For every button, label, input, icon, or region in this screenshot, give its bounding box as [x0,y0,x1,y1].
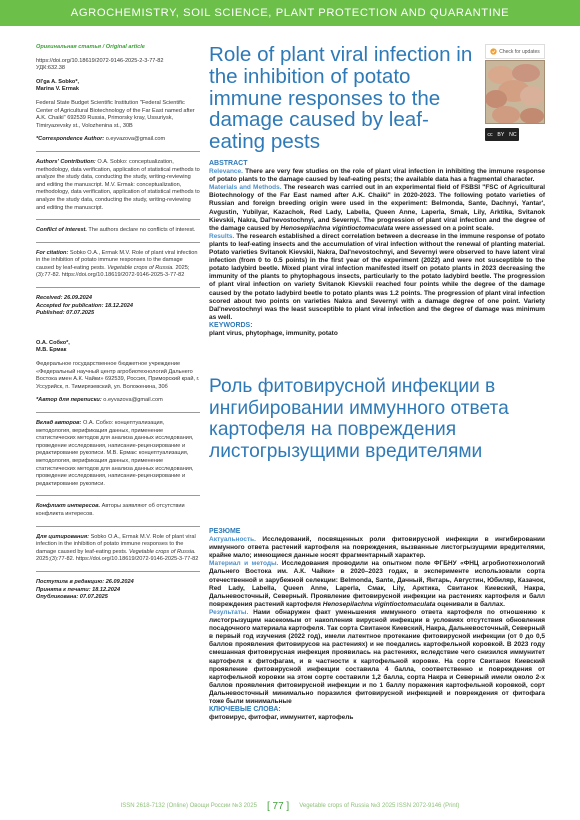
divider [36,412,200,413]
citation-journal: Vegetable crops of Russia. [107,264,174,271]
journal-section-banner: AGROCHEMISTRY, SOIL SCIENCE, PLANT PROTECTION AND QUARANTINE [0,0,580,26]
relevance-label: Relevance. [209,168,243,176]
results-ru-text: Нами обнаружен факт уменьшения иммунного ответа картофеля по отношению к листогрызущим насекомым от накопления вирусной инфекции в условиях отсутствия обновления посадочного материала картофеля. Так сорта Свитанок Киевский, Накра, Дальневосточный, Северный в первый год изучения (2022 год), имели латентное протекание фитовирусной инфекции (от 0 до 0,5 баллов проявления фитовирусов на растениях) и не поедались картофельной коровкой. В 2023 году смешанная фитовирусная инфекция проявилась на растениях, вследствие чего снизился иммунитет картофеля к фитофагам, и в частности к картофельной коровке. На сорте Свитанок Киевский проявление фитовирусной инфекции составила 4 балла, соответственно и повреждения от картофельной коровки на этом сорте составили 1,2 балла, сорта Накра и Северный имели около 2-х баллов проявления фитовирусной инфекции и по 1 баллу поражения картофельной коровкой, сорт Дальневосточный минимально поразился фитовирусной инфекцией и повреждения от фитофага тоже были минимальные [209,608,545,705]
author-name: Ol'ga A. Sobko*, [36,78,80,85]
check-updates-label: Check for updates [499,48,540,55]
abstract-ru-heading: РЕЗЮМЕ [209,528,241,535]
potato-image-icon [486,61,544,123]
contributions-ru-text: О.А. Собко: концептуализация, методология, верификация данных, применение статистических методов для анализа данных исследования, проведение исследования, написание-рецензирование и редактирование рукописи. М.В. Ермак: концептуализация, методология, верификация данных, применение статистических методов для анализа данных исследования, проведение исследования, написание-рецензирование и редактирование рукописи. [36,420,194,487]
published-ru-date: Опубликована: 07.07.2025 [36,594,108,601]
keywords-text: plant virus, phytophage, immunity, potato [209,329,338,337]
citation-tail: 2025;(3):77-82. https://doi.org/10.18619/2072-9146-2025-3-77-82 [36,264,190,279]
citation-ru-label: Для цитирования: [36,533,89,540]
article-info-sidebar [36,44,200,804]
author-name: Marina V. Ermak [36,86,80,93]
citation-ru-tail: 2025;(3):77-82. https://doi.org/10.18619/2072-9146-2025-3-77-82 [36,556,199,563]
check-for-updates-badge[interactable] [485,44,545,59]
citation-label: For citation: [36,249,69,256]
species-name: Henosepilachna vigintioctomaculata [280,224,394,232]
divider [36,151,200,152]
contributions-text: O.A. Sobko: conceptualization, methodology, data verification, application of statistical methods to analyze the study data, conducting the study, writing-reviewing and editing the manuscript. M.V. Ermak: conceptualization, methodology, data verification, application of statistical methods to analyze the study data, conducting the study, writing-reviewing and editing the manuscript. [36,158,200,211]
methods-ru-label: Материал и методы. [209,560,279,568]
methods-ru-text: Исследования проводили на опытном поле ФГБНУ «ФНЦ агробиотехнологий Дальнего Востока им. А.К. Чайки» в 2020–2023 годах, в эксперименте использовали сорта отечественной и зарубежной селекции: Belmonda, Sante, Дачный, Янтарь, Августин, Юбиляр, Казачок, Red Lady, Labella, Queen Anne, Laperla, Смак, Lily, Арктика, Свитанок Киевский, Накра, Дальневосточный, Северный. Проявление фитовирусной инфекции на растениях картофеля и балл повреждения растений картофеля [209,560,545,608]
affiliation-en: Federal State Budget Scientific Institution "Federal Scientific Center of Agricultural Biotechnology of the Far East named after A.K. Chaiki" 692539 Russia, Primorsky kray, Ussuriysk, Timiryazevsky st., Volozhenina st., 30B [36,99,195,129]
accepted-ru-date: Принята к печати: 18.12.2024 [36,586,121,593]
abstract-heading: ABSTRACT [209,160,248,167]
results-label: Results. [209,232,235,240]
divider [36,571,200,572]
author-name-ru: М.В. Ермак [36,347,67,354]
correspondence-email[interactable]: o.eyvazova@gmail.com [105,136,166,143]
citation-ru-journal: Vegetable crops of Russia. [129,548,196,555]
article-type: Оригинальная статья / Original article [36,44,145,50]
methods-text: The research was carried out in an experimental field of FSBSI "FSC of Agricultural Biotechnology of the Far East named after A.K. Chaiki" in 2020-2023. The following potato varieties of Russian and foreign breeding origin were used in the experiment: Belmonda, Sante, Dachnyi, Yantar', Avgustin, Yubilyar, Kazachok, Red Lady, Labella, Queen Anne, Laperla, Smak, Lily, Arktika, Svitanok Kievskii, Nakra, Dal'nevostochnyi, and Severnyi. The progression of plant viral infection and the degree of the damage caused by [209,184,546,232]
conflict-ru-label: Конфликт интересов. [36,503,101,510]
article-title-en: Role of plant viral infection in the inhibition of potato immune responses to the damage caused by leaf-eating pests [209,43,473,154]
page-number: [ 77 ] [266,800,290,812]
methods-ru-tail: оценивали в баллах. [437,600,505,608]
received-date: Received: 26.09.2024 [36,295,92,302]
relevance-text: There are very few studies on the role of plant viral infection in inhibiting the immune response of potato plants to the damage caused by leaf-eating pests; the available data has a fragmental character. [209,168,545,184]
results-text: The research established a direct correlation between a decrease in the immune response of potato plants to leaf-eating insects and the accumulation of viral infection without the renewal of planting material. Potato varieties Svitanok Kievskii, Nakra, Dal'nevostochnyi, and Severnyi were observed to have latent viral infection (from 0 to 0.5 points) in the first year of the experiment (2022) and were not susceptible to the potato ladybird beetle. Mixed plant viral infection manifested itself on potato plants in 2023 decreasing the immunity of the plants to phytophagous insects, particularly to the potato ladybird beetle. The progression of plant viral infection on variety Svitanok Kievskii reached four points while the degree of the damage caused by the potato ladybird beetle to potato plants was 1.2 points. The progression of plant viral infection scored about two points on varieties Nakra and Severnyi with a damage degree of one point. Variety Dal'nevostochnyi was the least susceptible to plant viral infection and the degree of damage was minimum as well. [209,232,546,321]
relevance-ru-text: Исследований, посвященных роли фитовирусной инфекции в ингибировании иммунного ответа растений картофеля на повреждения, вызванные листогрызущими вредителями, крайне мало; имеющиеся данные носят фрагментарный характер. [209,536,546,560]
abstract-en [209,160,545,338]
conflict-text: The authors declare no conflicts of interest. [88,227,196,234]
affiliation-ru: Федеральное государственное бюджетное учреждение «Федеральный научный центр агробиотехнологий Дальнего Востока имен А.К. Чайки» 692539, Россия, Приморский край, г. Уссурийск, п. Тимирязевский, ул. Воложенина, 30б [36,361,200,390]
citation-ru-text: Sobko O.A., Ermak M.V. Role of plant viral infection in the inhibition of potato immune responses to the damage caused by leaf-eating pests. [36,533,196,555]
author-name-ru: О.А. Собко*, [36,339,70,346]
contributions-label: Authors' Contribution: [36,158,96,165]
received-ru-date: Поступила в редакцию: 26.09.2024 [36,578,134,585]
by-icon: BY [497,131,505,138]
keywords-ru-label: КЛЮЧЕВЫЕ СЛОВА: [209,706,281,714]
page-footer [0,797,580,815]
methods-label: Materials and Methods. [209,184,282,192]
published-date: Published: 07.07.2025 [36,310,95,317]
citation-text: Sobko O.A., Ermak M.V. Role of plant viral infection in the inhibition of potato immune responses to the damage caused by leaf-eating pests. [36,249,198,271]
divider [36,287,200,288]
relevance-ru-label: Актуальность. [209,536,256,544]
article-title-ru: Роль фитовирусной инфекции в ингибировании иммунного ответа картофеля на повреждения листогрызущими вредителями [209,376,509,462]
methods-text-tail: were assessed on a point scale. [395,224,494,232]
abstract-ru [209,528,545,722]
issn-print: Vegetable crops of Russia №3 2025 ISSN 2072-9146 (Print) [299,803,460,809]
creative-commons-badge[interactable] [485,128,519,141]
issn-online: ISSN 2618-7132 (Online) Овощи России №3 2025 [120,803,257,809]
cc-icon: cc [487,131,493,138]
correspondence-ru-email[interactable]: o.eyvazova@gmail.com [103,397,163,404]
correspondence-label: *Correspondence Author: [36,136,105,143]
udc-code: УДК:632.38 [36,65,66,72]
check-updates-icon [490,48,497,55]
divider [36,219,200,220]
divider [36,495,200,496]
keywords-ru-text: фитовирус, фитофаг, иммунитет, картофель [209,714,354,722]
contributions-ru-label: Вклад авторов: [36,420,82,426]
results-ru-label: Результаты. [209,608,249,616]
accepted-date: Accepted for publication: 18.12.2024 [36,302,133,309]
conflict-label: Conflict of interest. [36,227,87,234]
keywords-label: KEYWORDS: [209,321,253,329]
conflict-ru-text: Авторы заявляют об отсутствии конфликта интересов. [36,503,185,517]
species-name-ru: Henosepilachna vigintioctomaculata [322,600,436,608]
correspondence-ru-label: *Автор для переписки: [36,397,102,404]
divider [36,242,200,243]
potato-photo [485,60,545,124]
doi-link[interactable]: https://doi.org/10.18619/2072-9146-2025-2-3-77-82 [36,57,164,64]
nc-icon: NC [509,131,517,138]
divider [36,526,200,527]
